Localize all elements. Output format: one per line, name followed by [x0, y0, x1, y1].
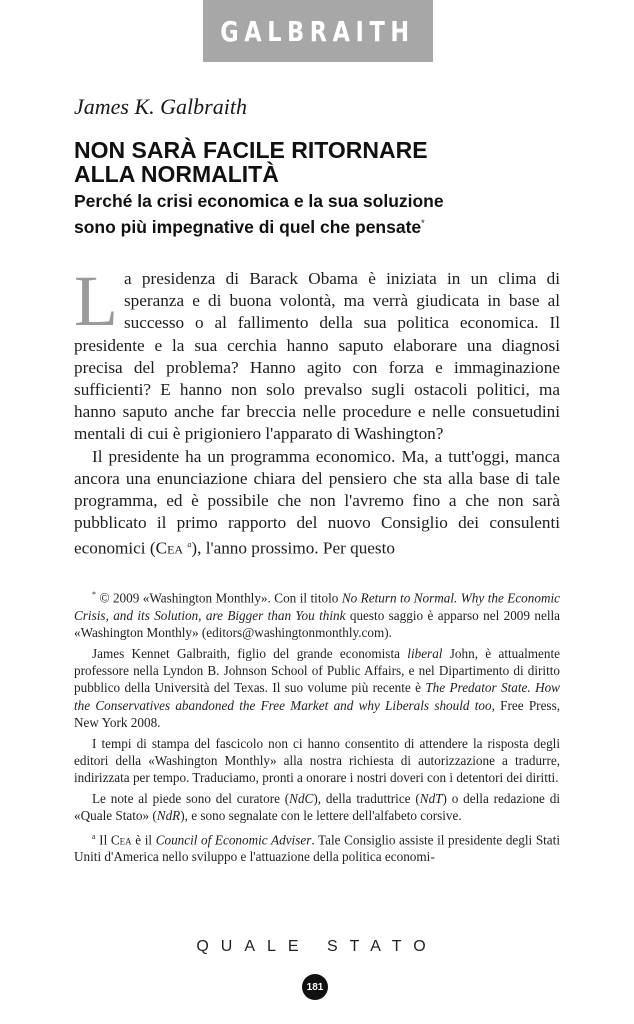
article-subtitle [74, 190, 574, 238]
paragraph-1-text: a presidenza di Barack Obama è iniziata in un clima di speranza e di buona volontà, ma verrà giudicata in base al successo o al fallimento della sua politica economica. Il presidente e la sua cerchia hanno saputo elaborare una diagnosi precisa del problema? Hanno agito con forza e immaginazione sufficienti? E hanno non solo prevalso sugli ostacoli politici, ma hanno saputo anche far breccia nelle procedure e nelle consuetudini mentali di cui è prigioniero l'apparato di Washington? [74, 269, 560, 444]
drop-cap: L [74, 261, 118, 341]
footnote-1-text-b: questo saggio è apparso nel 2009 nella «Washington Monthly» (editors@washingtonmonthly.com). [74, 607, 560, 641]
footnote-3: I tempi di stampa del fascicolo non ci hanno consentito di attendere la risposta degli editori della «Washington Monthly» alla nostra richiesta di autorizzazione a tradurre, indirizzata per tempo. Traduciamo, pronti a onorare i nostri doveri con i detentori dei diritti. [74, 735, 560, 786]
paragraph-2-text-a: Il presidente ha un programma economico. Ma, a tutt'oggi, manca ancora una enunciazione chiara del pensiero che sta alla base di tale programma, ed è possibile che non l'avremo fino a che non sarà pubblicato il primo rapporto del nuovo Consiglio dei consulenti economici ( [74, 446, 560, 559]
title-line-2: ALLA NORMALITÀ [74, 161, 279, 187]
footnote-2-text-c: , Free Press, New York 2008. [74, 697, 560, 731]
paragraph-2-text-b: ), l'anno prossimo. Per questo [191, 539, 395, 559]
article-body [74, 261, 560, 560]
footnote-5 [74, 828, 560, 866]
page-number: 181 [306, 981, 324, 993]
footnote-4-ndt: NdT [419, 790, 443, 806]
footnote-4-text-c: ) o della redazione di «Quale Stato» ( [74, 790, 560, 824]
footnote-4-text-a: Le note al piede sono del curatore ( [92, 790, 290, 806]
footnote-5-mark: a [92, 831, 96, 841]
journal-footer: QUALE STATO [196, 938, 438, 955]
footnote-2-text-a: James Kennet Galbraith, figlio del grande economista [92, 645, 408, 661]
footnote-2-liberal: liberal [407, 645, 443, 661]
subtitle-footnote-mark: * [421, 218, 425, 228]
footnote-4-text-b: ), della traduttrice ( [313, 790, 420, 806]
footnote-2-book-title: The Predator State. How the Conservatives abandoned the Free Market and why Liberals should too [74, 680, 560, 713]
footnote-5-text-a: Il [95, 832, 111, 848]
author-name: James K. Galbraith [74, 94, 247, 119]
footnote-5-council: Council of Economic Adviser [155, 832, 312, 848]
footnote-2 [74, 645, 560, 732]
footnote-5-cea: Cea [110, 832, 132, 848]
subtitle-line-2 [74, 212, 574, 238]
footnote-4-ndc: NdC [289, 790, 314, 806]
footnote-4-text-d: ), e sono segnalate con le lettere dell'alfabeto corsive. [180, 808, 462, 824]
cea-abbrev: Cea [155, 539, 184, 559]
footnote-1-mark: * [92, 590, 96, 599]
footnote-2-text-b: John, è attualmente professore nella Lyndon B. Johnson School of Public Affairs, e nel Dipartimento di diritto pubblico della Università del Texas. Il suo volume più recente è [74, 645, 560, 696]
subtitle-line-1: Perché la crisi economica e la sua soluzione [74, 191, 444, 211]
footnote-1-original-title: No Return to Normal. Why the Economic Crisis, and its Solution, are Bigger than You think [74, 590, 561, 623]
footnote-5-text-b: è il [131, 832, 156, 848]
footnotes [74, 586, 560, 869]
series-label: GALBRAITH [220, 14, 416, 48]
note-a-ref: a [187, 540, 192, 550]
footnote-5-text-c: . Tale Consiglio assiste il presidente degli Stati Uniti d'America nello sviluppo e l'attuazione della politica economi- [74, 832, 560, 865]
footnote-1 [74, 586, 560, 642]
page-number-badge [302, 974, 328, 1000]
paragraph-2 [74, 446, 560, 561]
series-header-band [203, 0, 433, 62]
footnote-4 [74, 790, 560, 825]
title-line-1: NON SARÀ FACILE RITORNARE [74, 137, 428, 163]
footnote-1-text-a: © 2009 «Washington Monthly». Con il titolo [99, 590, 342, 606]
paragraph-1 [74, 261, 560, 446]
footnote-4-ndr: NdR [156, 808, 181, 824]
article-title [74, 138, 574, 186]
subtitle-line-2-text: sono più impegnative di quel che pensate [74, 216, 422, 237]
